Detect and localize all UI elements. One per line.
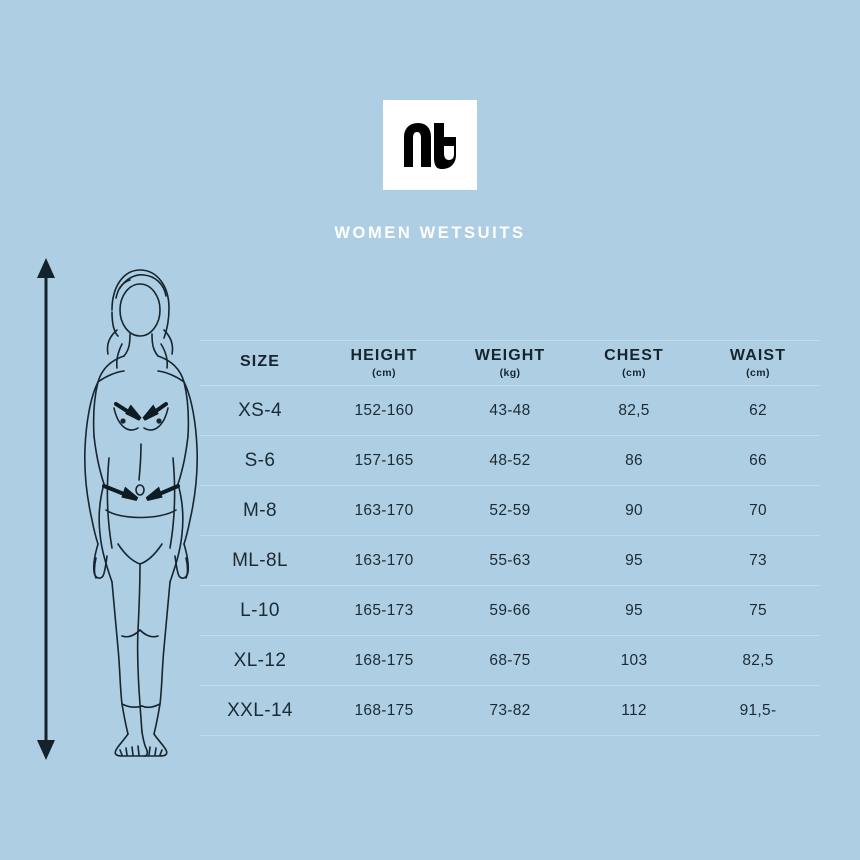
cell-waist: 75 — [696, 586, 820, 636]
cell-weight: 55-63 — [448, 536, 572, 586]
column-header-weight-unit: (kg) — [499, 366, 521, 379]
cell-chest: 90 — [572, 486, 696, 536]
measurement-illustration — [20, 258, 220, 768]
brand-subtitle: WOMEN WETSUITS — [334, 224, 526, 242]
cell-size: ML-8L — [200, 536, 320, 586]
table-row — [200, 436, 820, 486]
column-header-height-label: HEIGHT — [350, 347, 418, 365]
table-row — [200, 486, 820, 536]
cell-weight: 68-75 — [448, 636, 572, 686]
column-header-waist — [696, 341, 820, 386]
column-header-waist-unit: (cm) — [746, 366, 770, 379]
cell-waist: 70 — [696, 486, 820, 536]
table-row — [200, 636, 820, 686]
column-header-waist-label: WAIST — [729, 347, 787, 365]
cell-size: XL-12 — [200, 636, 320, 686]
cell-size: XS-4 — [200, 386, 320, 436]
cell-waist: 66 — [696, 436, 820, 486]
column-header-size — [200, 341, 320, 386]
cell-chest: 103 — [572, 636, 696, 686]
table-row — [200, 586, 820, 636]
table-row — [200, 386, 820, 436]
cell-chest: 86 — [572, 436, 696, 486]
column-header-size-label: SIZE — [240, 353, 280, 371]
cell-waist: 91,5- — [696, 686, 820, 736]
cell-height: 163-170 — [320, 486, 448, 536]
cell-height: 165-173 — [320, 586, 448, 636]
cell-chest: 112 — [572, 686, 696, 736]
column-header-weight — [448, 341, 572, 386]
cell-height: 157-165 — [320, 436, 448, 486]
cell-height: 168-175 — [320, 636, 448, 686]
cell-size: L-10 — [200, 586, 320, 636]
cell-height: 168-175 — [320, 686, 448, 736]
cell-weight: 48-52 — [448, 436, 572, 486]
cell-weight: 59-66 — [448, 586, 572, 636]
cell-waist: 62 — [696, 386, 820, 436]
table-row — [200, 536, 820, 586]
cell-chest: 95 — [572, 586, 696, 636]
cell-chest: 82,5 — [572, 386, 696, 436]
cell-waist: 82,5 — [696, 636, 820, 686]
cell-size: M-8 — [200, 486, 320, 536]
cell-size: S-6 — [200, 436, 320, 486]
column-header-chest — [572, 341, 696, 386]
brand-header — [0, 100, 860, 243]
height-double-arrow-icon — [34, 258, 58, 760]
cell-weight: 43-48 — [448, 386, 572, 436]
column-header-height-unit: (cm) — [372, 366, 396, 379]
cell-height: 152-160 — [320, 386, 448, 436]
table-header-row — [200, 341, 820, 386]
column-header-chest-label: CHEST — [604, 347, 664, 365]
table-row — [200, 686, 820, 736]
female-body-outline-icon — [60, 258, 220, 768]
cell-height: 163-170 — [320, 536, 448, 586]
cell-weight: 52-59 — [448, 486, 572, 536]
column-header-height — [320, 341, 448, 386]
cell-chest: 95 — [572, 536, 696, 586]
cell-waist: 73 — [696, 536, 820, 586]
column-header-chest-unit: (cm) — [622, 366, 646, 379]
column-header-weight-label: WEIGHT — [474, 347, 546, 365]
cell-size: XXL-14 — [200, 686, 320, 736]
size-chart-table — [200, 340, 820, 736]
cell-weight: 73-82 — [448, 686, 572, 736]
mystic-m-logo-icon — [383, 100, 477, 190]
